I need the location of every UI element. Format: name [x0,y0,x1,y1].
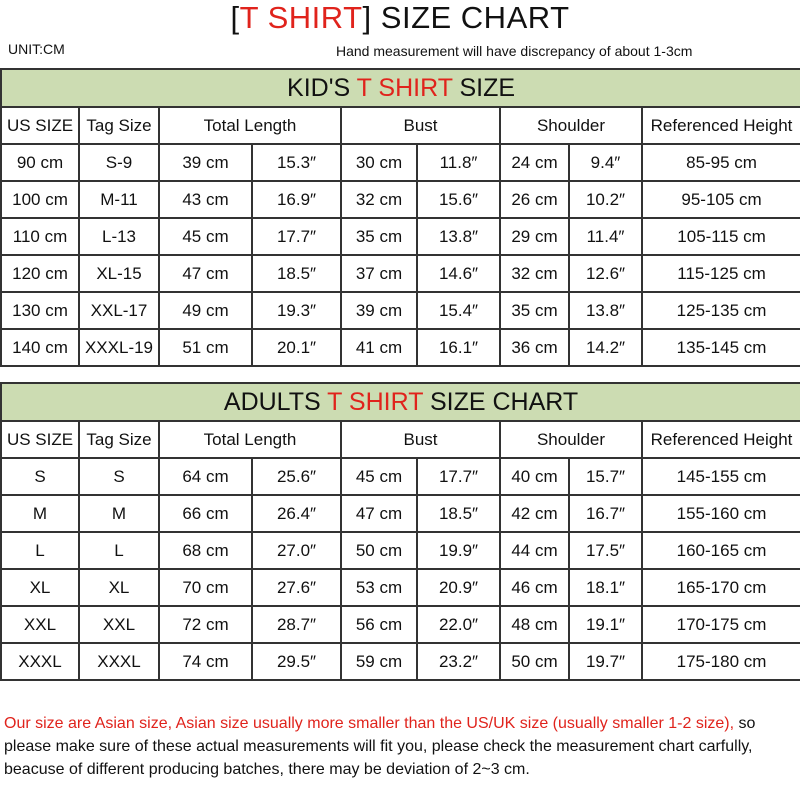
table-cell: XXL [1,606,79,643]
table-cell: 160-165 cm [642,532,800,569]
table-cell: 50 cm [341,532,417,569]
table-cell: M [1,495,79,532]
table-cell: 140 cm [1,329,79,366]
table-cell: XXL-17 [79,292,159,329]
table-cell: 85-95 cm [642,144,800,181]
table-cell: 16.9″ [252,181,341,218]
table-cell: 74 cm [159,643,252,680]
table-cell: 125-135 cm [642,292,800,329]
table-cell: 32 cm [341,181,417,218]
kids-rows [1,144,800,366]
kids-banner-highlight: T SHIRT [356,73,453,102]
table-cell: 36 cm [500,329,569,366]
table-cell: 165-170 cm [642,569,800,606]
table-cell: 27.0″ [252,532,341,569]
table-cell: 44 cm [500,532,569,569]
table-cell: 15.4″ [417,292,500,329]
adults-banner-cell [1,383,800,421]
table-cell: 42 cm [500,495,569,532]
table-cell: 37 cm [341,255,417,292]
table-row [1,495,800,532]
table-cell: 13.8″ [417,218,500,255]
kids-banner-post: SIZE [452,73,516,102]
table-cell: 90 cm [1,144,79,181]
table-cell: 53 cm [341,569,417,606]
table-cell: 46 cm [500,569,569,606]
table-cell: 15.7″ [569,458,642,495]
table-cell: 28.7″ [252,606,341,643]
kids-header-row [1,107,800,144]
table-cell: XXXL [1,643,79,680]
table-cell: 35 cm [500,292,569,329]
table-cell: 47 cm [159,255,252,292]
table-cell: 26 cm [500,181,569,218]
table-cell: 155-160 cm [642,495,800,532]
table-cell: 68 cm [159,532,252,569]
table-cell: 19.1″ [569,606,642,643]
table-cell: 13.8″ [569,292,642,329]
adults-banner-highlight: T SHIRT [327,387,424,416]
table-cell: 59 cm [341,643,417,680]
table-cell: 170-175 cm [642,606,800,643]
table-cell: 50 cm [500,643,569,680]
table-row [1,643,800,680]
table-cell: 18.5″ [252,255,341,292]
table-row [1,458,800,495]
table-cell: S [79,458,159,495]
table-cell: 14.6″ [417,255,500,292]
table-cell: 66 cm [159,495,252,532]
table-cell: 40 cm [500,458,569,495]
header-cell: Referenced Height [642,421,800,458]
table-cell: 43 cm [159,181,252,218]
table-row [1,606,800,643]
table-cell: 64 cm [159,458,252,495]
adults-rows [1,458,800,680]
table-cell: 30 cm [341,144,417,181]
table-cell: 10.2″ [569,181,642,218]
header-cell: US SIZE [1,421,79,458]
table-cell: 12.6″ [569,255,642,292]
adults-banner-post: SIZE CHART [423,387,579,416]
kids-banner-pre: KID'S [287,73,357,102]
table-row [1,329,800,366]
table-cell: 120 cm [1,255,79,292]
kids-banner-cell [1,69,800,107]
table-cell: 15.3″ [252,144,341,181]
table-cell: XL [79,569,159,606]
table-cell: 14.2″ [569,329,642,366]
title-rest: SIZE CHART [371,0,570,35]
table-cell: 39 cm [159,144,252,181]
table-cell: XXXL-19 [79,329,159,366]
disclaimer-details: so please make sure of these actual measurements will fit you, please check the measurement chart carfully, beacuse of different producing batches, there may be deviation of 2~3 cm. [4,715,760,778]
table-cell: 23.2″ [417,643,500,680]
table-cell: 110 cm [1,218,79,255]
header-cell: Total Length [159,107,341,144]
header-cell: Shoulder [500,107,642,144]
table-cell: 17.7″ [252,218,341,255]
table-cell: 45 cm [159,218,252,255]
kids-size-table [0,68,800,367]
table-cell: 130 cm [1,292,79,329]
table-cell: 145-155 cm [642,458,800,495]
table-cell: 18.5″ [417,495,500,532]
table-cell: 175-180 cm [642,643,800,680]
table-cell: 25.6″ [252,458,341,495]
table-cell: 47 cm [341,495,417,532]
table-cell: XL-15 [79,255,159,292]
header-cell: Tag Size [79,421,159,458]
title-bracket-open: [ [230,0,240,35]
table-cell: S-9 [79,144,159,181]
table-cell: 19.3″ [252,292,341,329]
table-cell: 105-115 cm [642,218,800,255]
header-cell: Shoulder [500,421,642,458]
size-disclaimer [4,712,794,781]
measurement-note: Hand measurement will have discrepancy of about 1-3cm [336,43,693,59]
table-row [1,569,800,606]
table-cell: XL [1,569,79,606]
header-cell: Total Length [159,421,341,458]
table-cell: 27.6″ [252,569,341,606]
table-cell: 32 cm [500,255,569,292]
table-cell: 39 cm [341,292,417,329]
title-highlight: T SHIRT [239,0,363,35]
table-cell: 72 cm [159,606,252,643]
table-cell: 17.5″ [569,532,642,569]
table-cell: 26.4″ [252,495,341,532]
table-cell: 16.1″ [417,329,500,366]
table-cell: 11.4″ [569,218,642,255]
table-cell: 29.5″ [252,643,341,680]
table-cell: 29 cm [500,218,569,255]
table-row [1,181,800,218]
table-cell: 135-145 cm [642,329,800,366]
table-row [1,532,800,569]
table-cell: 17.7″ [417,458,500,495]
table-cell: 11.8″ [417,144,500,181]
table-cell: L [1,532,79,569]
adults-banner [1,383,800,421]
table-cell: 35 cm [341,218,417,255]
table-cell: 100 cm [1,181,79,218]
table-cell: 20.9″ [417,569,500,606]
header-cell: Bust [341,421,500,458]
table-cell: S [1,458,79,495]
table-cell: 16.7″ [569,495,642,532]
title-bracket-close: ] [362,0,372,35]
table-cell: 95-105 cm [642,181,800,218]
header-cell: US SIZE [1,107,79,144]
table-cell: 45 cm [341,458,417,495]
table-cell: 48 cm [500,606,569,643]
table-cell: 9.4″ [569,144,642,181]
table-cell: 24 cm [500,144,569,181]
table-cell: 19.7″ [569,643,642,680]
table-cell: 20.1″ [252,329,341,366]
table-cell: 22.0″ [417,606,500,643]
table-row [1,255,800,292]
table-cell: 19.9″ [417,532,500,569]
table-cell: 56 cm [341,606,417,643]
kids-banner [1,69,800,107]
table-cell: L [79,532,159,569]
table-cell: 115-125 cm [642,255,800,292]
page-title [0,0,800,36]
table-row [1,218,800,255]
header-cell: Tag Size [79,107,159,144]
table-cell: 70 cm [159,569,252,606]
table-row [1,292,800,329]
table-cell: M [79,495,159,532]
table-cell: 49 cm [159,292,252,329]
table-cell: 51 cm [159,329,252,366]
table-cell: L-13 [79,218,159,255]
header-cell: Referenced Height [642,107,800,144]
disclaimer-warning: Our size are Asian size, Asian size usually more smaller than the US/UK size (usually smaller 1-2 size), [4,715,735,732]
table-row [1,144,800,181]
adults-header-row [1,421,800,458]
table-cell: 18.1″ [569,569,642,606]
table-cell: M-11 [79,181,159,218]
table-cell: XXL [79,606,159,643]
table-cell: 15.6″ [417,181,500,218]
adults-banner-pre: ADULTS [223,387,328,416]
adults-size-table [0,382,800,681]
header-cell: Bust [341,107,500,144]
unit-label: UNIT:CM [8,41,65,57]
table-cell: XXXL [79,643,159,680]
table-cell: 41 cm [341,329,417,366]
